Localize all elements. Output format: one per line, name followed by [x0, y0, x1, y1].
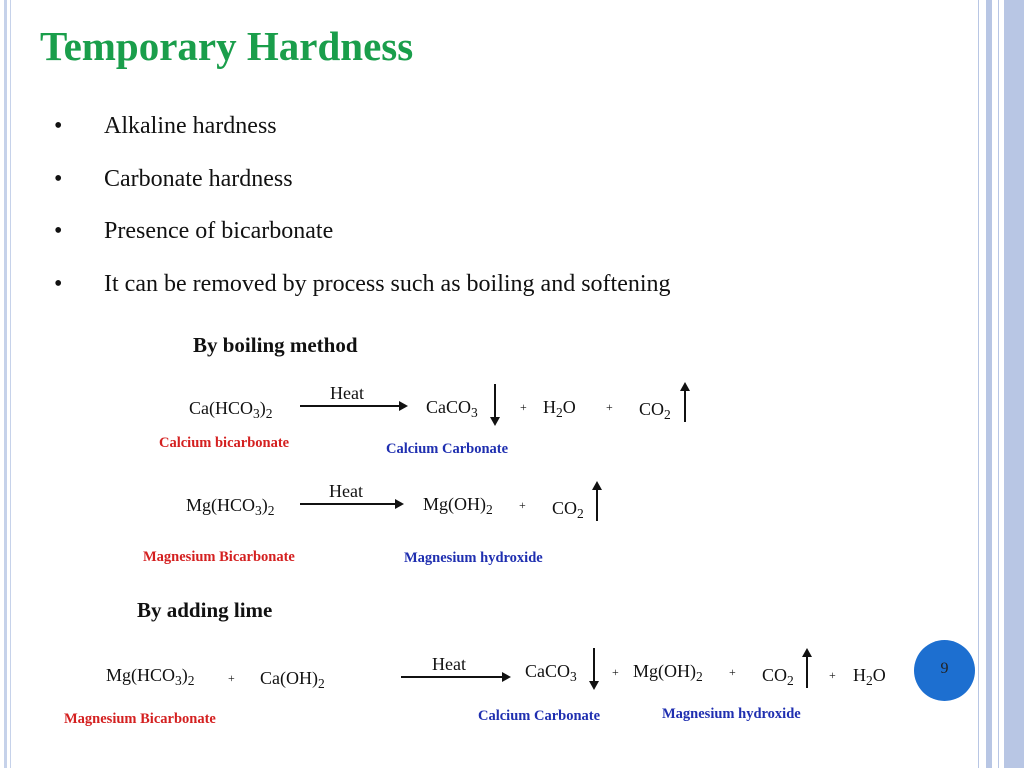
product-magnesium-hydroxide: $Mg(OH)_2$	[633, 661, 703, 685]
bullet-text: Alkaline hardness	[104, 113, 277, 139]
label-calcium-carbonate: Calcium Carbonate	[478, 708, 601, 724]
plus-sign: +	[606, 400, 613, 414]
reactant-calcium-hydroxide: $Ca(OH)_2$	[260, 668, 325, 692]
label-calcium-bicarbonate: Calcium bicarbonate	[159, 435, 290, 451]
reaction-arrow	[300, 405, 406, 407]
product-water: $H_2O$	[543, 397, 576, 421]
label-magnesium-hydroxide: Magnesium hydroxide	[404, 550, 543, 566]
gas-up-arrow	[806, 650, 808, 688]
reaction-arrow	[300, 503, 402, 505]
product-calcium-carbonate: CaCO$_3$	[426, 397, 478, 421]
product-carbon-dioxide: $CO_2$	[639, 399, 671, 423]
reactant-magnesium-bicarbonate: $Mg(HCO_3)_2$	[106, 665, 195, 689]
boiling-heading: By boiling method	[193, 333, 358, 357]
plus-sign: +	[829, 668, 836, 682]
page-number-badge: 9	[914, 640, 975, 701]
gas-up-arrow	[596, 483, 598, 521]
left-border-line-thin	[10, 0, 11, 768]
right-border-band	[1004, 0, 1024, 768]
slide-title: Temporary Hardness	[40, 23, 414, 69]
label-calcium-carbonate: Calcium Carbonate	[386, 441, 509, 457]
product-magnesium-hydroxide: $Mg(OH)_2$	[423, 494, 493, 518]
plus-sign: +	[519, 498, 526, 512]
plus-sign: +	[729, 665, 736, 679]
product-water: $H_2O$	[853, 665, 886, 689]
gas-up-arrow	[684, 384, 686, 422]
label-magnesium-bicarbonate: Magnesium Bicarbonate	[143, 549, 295, 565]
bullet-dot: •	[54, 270, 63, 297]
plus-sign: +	[228, 671, 235, 685]
label-magnesium-hydroxide: Magnesium hydroxide	[662, 706, 801, 722]
label-magnesium-bicarbonate: Magnesium Bicarbonate	[64, 711, 216, 727]
heat-label: Heat	[330, 383, 364, 403]
bullet-text: Presence of bicarbonate	[104, 218, 334, 244]
right-border-line-2	[986, 0, 992, 768]
product-carbon-dioxide: $CO_2$	[552, 498, 584, 522]
heat-label: Heat	[432, 654, 466, 674]
product-calcium-carbonate: CaCO$_3$	[525, 661, 577, 685]
bullet-text: Carbonate hardness	[104, 165, 293, 192]
bullet-dot: •	[54, 165, 63, 192]
right-border-line-3	[998, 0, 999, 768]
left-border-line	[4, 0, 7, 768]
reactant-calcium-bicarbonate: $Ca(HCO_3)_2$	[189, 398, 273, 422]
plus-sign: +	[612, 665, 619, 679]
lime-heading: By adding lime	[137, 598, 273, 622]
bullet-dot: •	[54, 113, 63, 139]
right-border-line-1	[978, 0, 979, 768]
precipitate-down-arrow	[494, 384, 496, 424]
reaction-arrow	[401, 676, 509, 678]
heat-label: Heat	[329, 481, 363, 501]
reactant-magnesium-bicarbonate: $Mg(HCO_3)_2$	[186, 495, 275, 519]
bullet-dot: •	[54, 218, 63, 244]
bullet-text: It can be removed by process such as boiling and softening	[104, 270, 671, 297]
plus-sign: +	[520, 400, 527, 414]
product-carbon-dioxide: $CO_2$	[762, 665, 794, 689]
precipitate-down-arrow	[593, 648, 595, 688]
